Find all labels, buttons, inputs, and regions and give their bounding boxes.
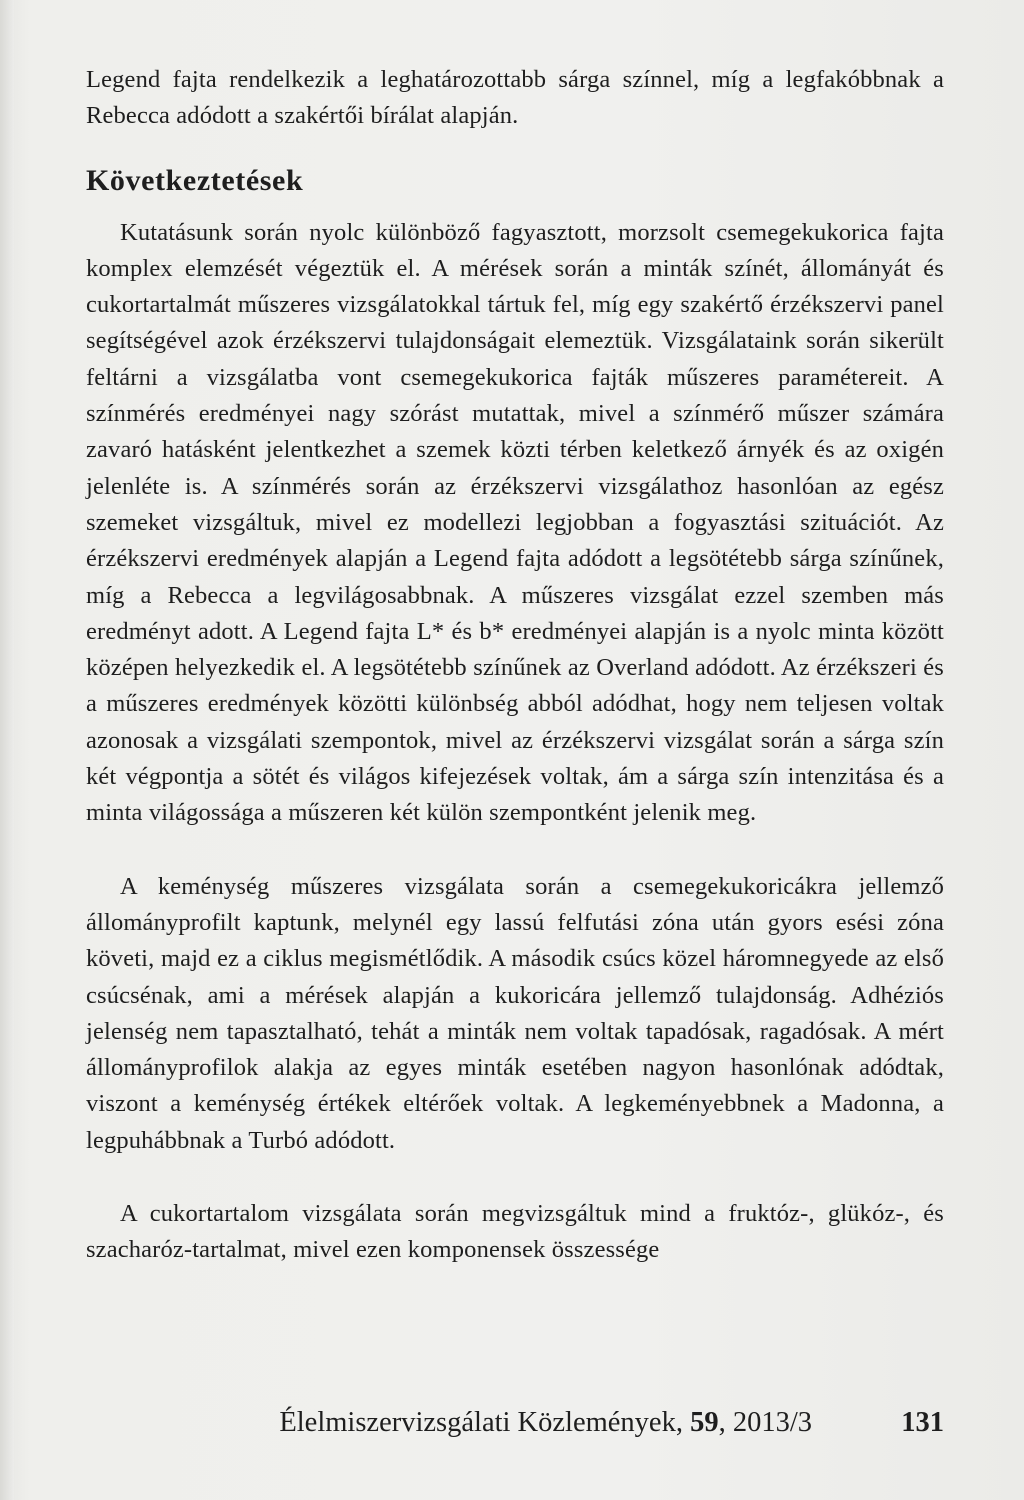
page-binding-edge (0, 0, 14, 1500)
journal-name: Élelmiszervizsgálati Közlemények, (279, 1407, 691, 1438)
conclusions-paragraph-3: A cukortartalom vizsgálata során megvizsgáltuk mind a fruktóz-, glükóz-, és szacharóz-tartalmat, mivel ezen komponensek összessége (86, 1200, 944, 1264)
text-column (86, 62, 944, 1269)
journal-volume: 59 (690, 1407, 719, 1438)
journal-issue: , 2013/3 (718, 1407, 812, 1438)
page-number: 131 (901, 1407, 944, 1438)
journal-citation (279, 1403, 812, 1443)
intro-paragraph: Legend fajta rendelkezik a leghatározottabb sárga színnel, míg a legfakóbbnak a Rebecca adódott a szakértői bírálat alapján. (86, 66, 944, 130)
conclusions-paragraph-2: A keménység műszeres vizsgálata során a csemegekukoricákra jellemző állományprofilt kaptunk, melynél egy lassú felfutási zóna után gyors esési zóna követi, majd ez a ciklus megismétlődik. A második csúcs közel háromnegyede az első csúcsénak, ami a mérések alapján a kukoricára jellemző tulajdonság. Adhéziós jelenség nem tapasztalható, tehát a minták nem voltak tapadósak, ragadósak. A mért állományprofilok alakja az egyes minták esetében nagyon hasonlónak adódtak, viszont a keménység értékek eltérőek voltak. A legkeményebbnek a Madonna, a legpuhábbnak a Turbó adódott. (86, 872, 944, 1154)
conclusions-paragraph-1: Kutatásunk során nyolc különböző fagyasztott, morzsolt csemegekukorica fajta komplex elemzését végeztük el. A mérések során a minták színét, állományát és cukortartalmát műszeres vizsgálatokkal tártuk fel, míg egy szakértő érzékszervi panel segítségével azok érzékszervi tulajdonságait elemeztük. Vizsgálataink során sikerült feltárni a vizsgálatba vont csemegekukorica fajták műszeres paramétereit. A színmérés eredményei nagy szórást mutattak, mivel a színmérő műszer számára zavaró hatásként jelentkezhet a szemek közti térben keletkező árnyék és az oxigén jelenléte is. A színmérés során az érzékszervi vizsgálathoz hasonlóan az egész szemeket vizsgáltuk, mivel ez modellezi legjobban a fogyasztási szituációt. Az érzékszervi eredmények alapján a Legend fajta adódott a legsötétebb sárga színűnek, míg a Rebecca a legvilágosabbnak. A műszeres vizsgálat ezzel szemben más eredményt adott. A Legend fajta L* és b* eredményei alapján is a nyolc minta között középen helyezkedik el. A legsötétebb színűnek az Overland adódott. Az érzékszeri és a műszeres eredmények közötti különbség abból adódhat, hogy nem teljesen voltak azonosak a vizsgálati szempontok, mivel az érzékszervi vizsgálat során a sárga szín két végpontja a sötét és világos kifejezések voltak, ám a sárga szín intenzitása és a minta világossága a műszeren két külön szempontként jelenik meg. (86, 218, 944, 827)
page-footer (0, 1403, 944, 1447)
section-heading: Következtetések (86, 163, 304, 197)
